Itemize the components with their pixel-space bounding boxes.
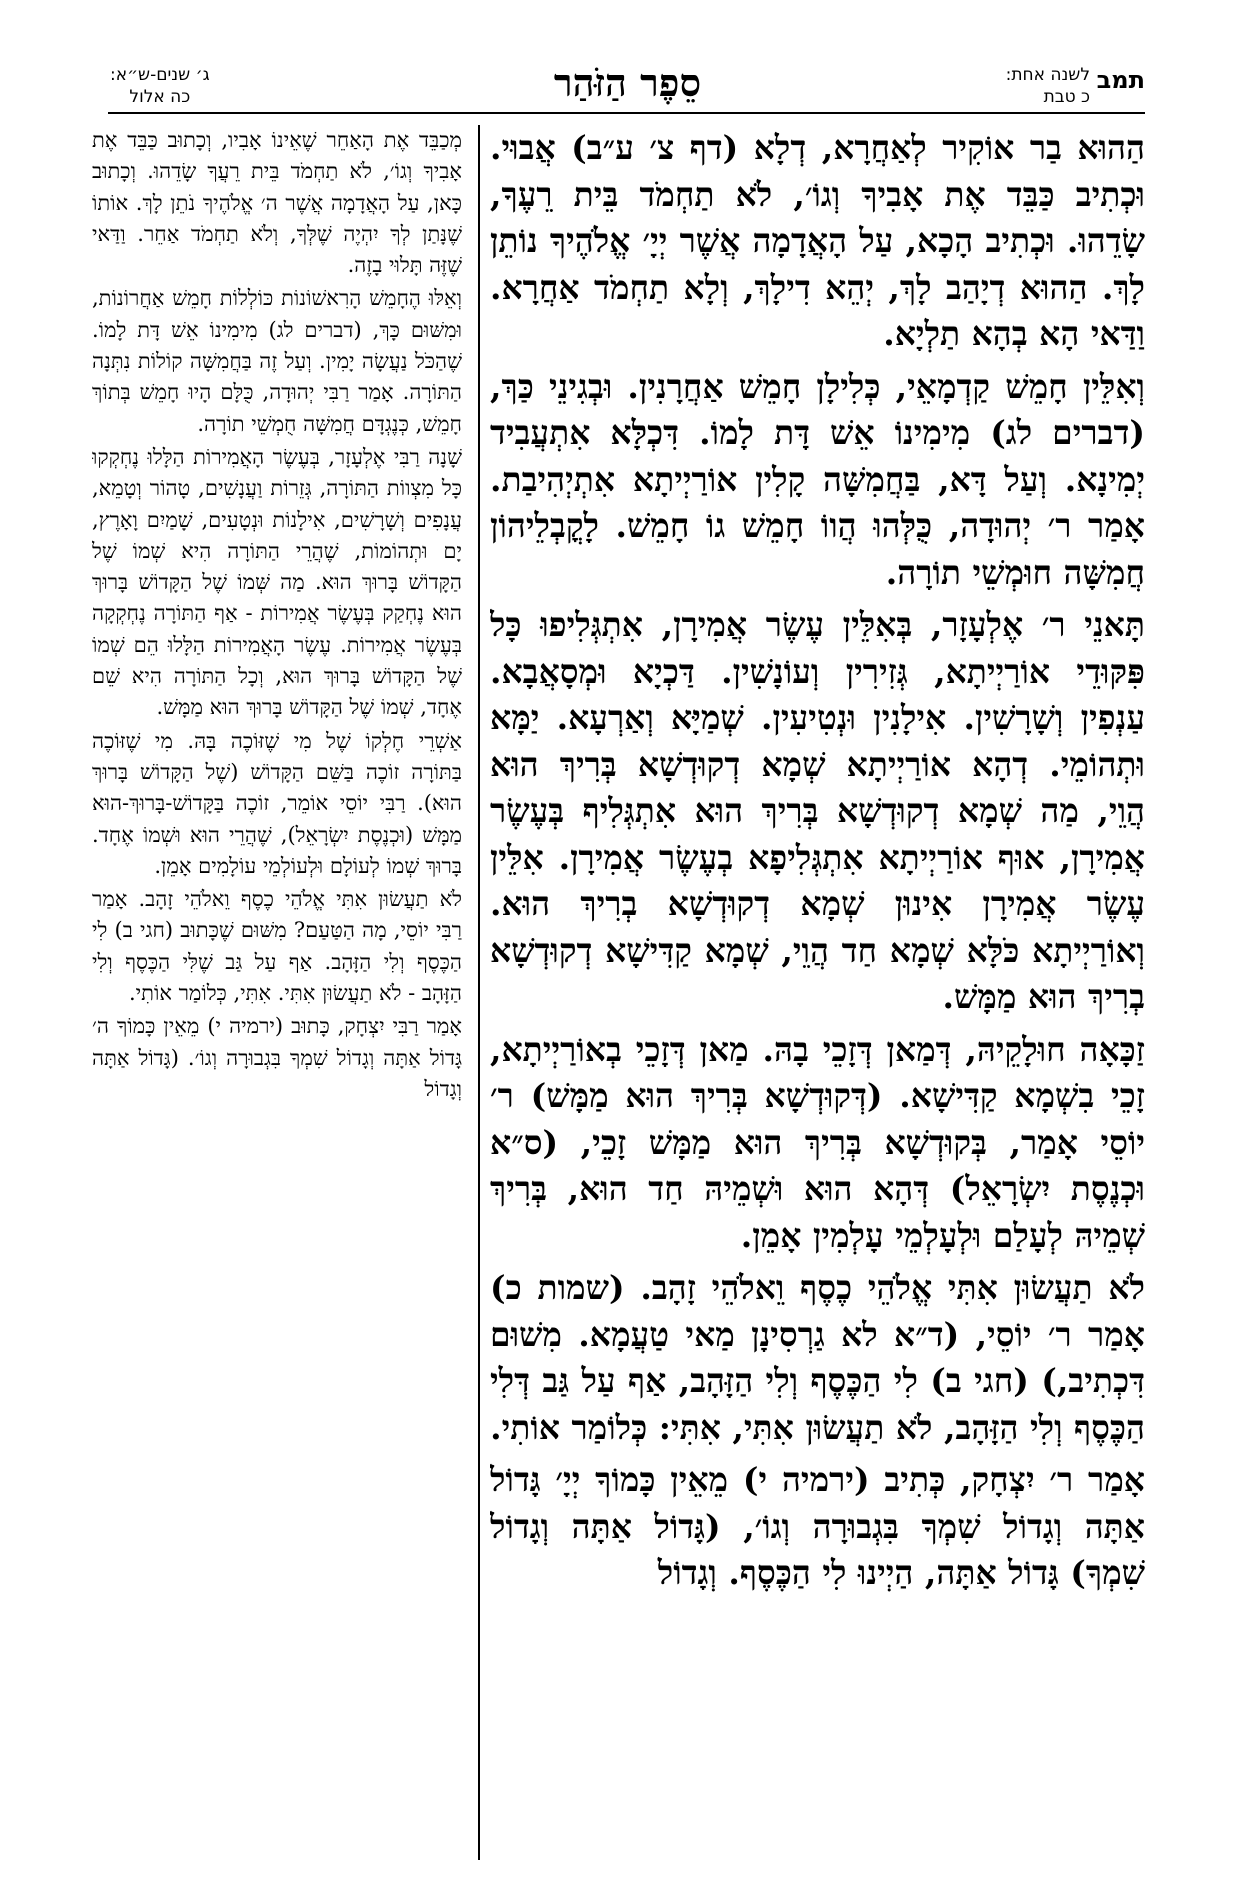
hebrew-translation-column [92, 125, 462, 1860]
paragraph: אָמַר ר׳ יִצְחָק, כְּתִיב (ירמיה י) מֵאֵין כָּמוֹךָ יְיָ׳ גָּדוֹל אַתָּה וְגָדוֹל שִׁמְךָ בִּגְבוּרָה וְגוֹ׳, (גָּדוֹל אַתָּה וְגָדוֹל שִׁמְךָ) גָּדוֹל אַתָּה, הַיְינוּ לִי הַכֶּסֶף. וְגָדוֹל [490, 1460, 1145, 1592]
paragraph: שָׁנָה רַבִּי אֶלְעָזָר, בְּעֶשֶׂר הָאֲמִירוֹת הַלָּלוּ נֶחְקְקוּ כָּל מִצְווֹת הַתּוֹרָה, גְּזֵרוֹת וַעֲנָשִׁים, טָהוֹר וְטָמֵא, עֲנָפִים וְשָׁרָשִׁים, אִילָנוֹת וּנְטָעִים, שָׁמַיִם וָאָרֶץ, יָם וּתְהוֹמוֹת, שֶׁהֲרֵי הַתּוֹרָה הִיא שְׁמוֹ שֶׁל הַקָּדוֹשׁ בָּרוּךְ הוּא. מַה שְּׁמוֹ שֶׁל הַקָּדוֹשׁ בָּרוּךְ הוּא נֶחְקַק בְּעֶשֶׂר אֲמִירוֹת - אַף הַתּוֹרָה נֶחְקְקָה בְּעֶשֶׂר אֲמִירוֹת. עֶשֶׂר הָאֲמִירוֹת הַלָּלוּ הֵם שְׁמוֹ שֶׁל הַקָּדוֹשׁ בָּרוּךְ הוּא, וְכָל הַתּוֹרָה הִיא שֵׁם אֶחָד, שְׁמוֹ שֶׁל הַקָּדוֹשׁ בָּרוּךְ הוּא מַמָּשׁ. [92, 444, 462, 720]
paragraph: וְאֵלּוּ הֶחָמֵשׁ הָרִאשׁוֹנוֹת כּוֹלְלוֹת חָמֵשׁ אַחֲרוֹנוֹת, וּמִשּׁוּם כָּךְ, (דברים לג) מִימִינוֹ אֵשׁ דָּת לָמוֹ. שֶׁהַכֹּל נַעֲשָׂה יָמִין. וְעַל זֶה בַּחֲמִשָּׁה קוֹלוֹת נִתְּנָה הַתּוֹרָה. אָמַר רַבִּי יְהוּדָה, כֻּלָּם הָיוּ חָמֵשׁ בְּתוֹךְ חָמֵשׁ, כְּנֶגְדָּם חֲמִשָּׁה חֻמְשֵׁי תוֹרָה. [92, 286, 462, 436]
schedule-date: כה אלול [129, 87, 191, 107]
header-rule [108, 112, 1145, 114]
book-title: סֵפֶר הַזֹּהַר [553, 60, 702, 105]
paragraph: אָמַר רַבִּי יִצְחָק, כָּתוּב (ירמיה י) מֵאֵין כָּמוֹךָ ה׳ גָּדוֹל אַתָּה וְגָדוֹל שִׁמְךָ בִּגְבוּרָה וְגוֹ׳. (גָּדוֹל אַתָּה וְגָדוֹל [92, 1014, 462, 1101]
paragraph: זַכָּאָה חוּלָקֵיהּ, דְּמַאן דְּזָכֵי בָהּ. מַאן דְּזָכֵי בְאוֹרַיְיתָא, זָכֵי בִשְׁמָא קַדִּישָׁא. (דְּקוּדְשָׁא בְּרִיךְ הוּא מַמָּשׁ) ר׳ יוֹסֵי אָמַר, בְּקוּדְשָׁא בְּרִיךְ הוּא מַמָּשׁ זָכֵי, (ס״א וּכְנֶסֶת יִשְׂרָאֵל) דְּהָא הוּא וּשְׁמֵיהּ חַד הוּא, בְּרִיךְ שְׁמֵיהּ לְעָלַם וּלְעָלְמֵי עָלְמִין אָמֵן. [490, 1029, 1145, 1255]
paragraph: מְכַבֵּד אֶת הָאַחֵר שֶׁאֵינוֹ אָבִיו, וְכָתוּב כַּבֵּד אֶת אָבִיךָ וְגוֹ׳, לֹא תַחְמֹד בֵּית רֵעֲךָ שָׂדֵהוּ. וְכָתוּב כָּאן, עַל הָאֲדָמָה אֲשֶׁר ה׳ אֱלֹהֶיךָ נֹתֵן לָךְ. אוֹתוֹ שֶׁנָּתַן לְךָ יִהְיֶה שֶׁלְּךָ, וְלֹא תַחְמֹד אַחֵר. וַדַּאי שֶׁזֶּה תָּלוּי בָזֶה. [92, 128, 462, 278]
paragraph: תָּאנֵי ר׳ אֶלְעָזָר, בְּאִלֵּין עֶשֶׂר אֲמִירָן, אִתְגְּלִיפוּ כָּל פִּקּוּדֵי אוֹרַיְיתָא, גְּזִירִין וְעוֹנָשִׁין. דַּכְיָא וּמְסָאֲבָא. עַנְפִין וְשָׁרָשִׁין. אִילָנִין וּנְטִיעִין. שְׁמַיָּא וְאַרְעָא. יַמָּא וּתְהוֹמֵי. דְהָא אוֹרַיְיתָא שְׁמָא דְקוּדְשָׁא בְּרִיךְ הוּא הֲוֵי, מַה שְׁמָא דְקוּדְשָׁא בְּרִיךְ הוּא אִתְגְּלִיף בְּעֶשֶׂר אֲמִירָן, אוּף אוֹרַיְיתָא אִתְגְּלִיפָא בְעֶשֶׂר אֲמִירָן. אִלֵּין עֶשֶׂר אֲמִירָן אִינוּן שְׁמָא דְקוּדְשָׁא בְרִיךְ הוּא. וְאוֹרַיְיתָא כֹּלָּא שְׁמָא חַד הֲוֵי, שְׁמָא קַדִּישָׁא דְקוּדְשָׁא בְרִיךְ הוּא מַמָּשׁ. [490, 605, 1145, 1016]
paragraph: לֹא תַעֲשׂוּן אִתִּי אֱלֹהֵי כֶסֶף וֵאלֹהֵי זָהָב. אָמַר רַבִּי יוֹסֵי, מָה הַטַּעַם? מִשּׁוּם שֶׁכָּתוּב (חגי ב) לִי הַכֶּסֶף וְלִי הַזָּהָב. אַף עַל גַּב שֶׁלִּי הַכֶּסֶף וְלִי הַזָּהָב - לֹא תַעֲשׂוּן אִתִּי. אִתִּי, כְּלוֹמַר אוֹתִי. [92, 887, 462, 1006]
page-header [110, 60, 1145, 120]
page-number: תמב [1096, 66, 1145, 94]
aramaic-text-column [490, 125, 1145, 1860]
paragraph: וְאִלֵּין חָמֵשׁ קַדְמָאֵי, כְּלִילָן חָמֵשׁ אַחֲרָנִין. וּבְגִינֵי כַּךְ, (דברים לג) מִימִינוֹ אֵשׁ דָּת לָמוֹ. דִּכְלָּא אִתְעֲבִיד יְמִינָא. וְעַל דָּא, בַּחֲמִשָּׁה קָלִין אוֹרַיְיתָא אִתְיְהִיבַת. אָמַר ר׳ יְהוּדָה, כֻּלְּהוּ הֲווֹ חָמֵשׁ גוֹ חָמֵשׁ. לָקֳבְלֵיהוֹן חֲמִשָּׁה חוּמְשֵׁי תוֹרָה. [490, 366, 1145, 592]
paragraph: לֹא תַעֲשׂוּן אִתִּי אֱלֹהֵי כֶסֶף וֵאלֹהֵי זָהָב. (שמות כ) אָמַר ר׳ יוֹסֵי, (ד״א לא גַרְסִינָן מַאי טַעֲמָא. מִשׁוּם דִּכְתִיב,) (חגי ב) לִי הַכֶּסֶף וְלִי הַזָּהָב, אַף עַל גַּב דְּלִי הַכֶּסֶף וְלִי הַזָּהָב, לֹא תַעֲשׂוּן אִתִּי, אִתִּי: כְּלוֹמַר אוֹתִי. [490, 1268, 1145, 1447]
paragraph: אַשְׁרֵי חֶלְקוֹ שֶׁל מִי שֶׁזּוֹכֶה בָּהּ. מִי שֶׁזּוֹכֶה בַּתּוֹרָה זוֹכֶה בַּשֵּׁם הַקָּדוֹשׁ (שֶׁל הַקָּדוֹשׁ בָּרוּךְ הוּא). רַבִּי יוֹסֵי אוֹמֵר, זוֹכֶה בַּקָּדוֹשׁ-בָּרוּךְ-הוּא מַמָּשׁ (וּכְנֶסֶת יִשְׂרָאֵל), שֶׁהֲרֵי הוּא וּשְׁמוֹ אֶחָד. בָּרוּךְ שְׁמוֹ לְעוֹלָם וּלְעוֹלְמֵי עוֹלָמִים אָמֵן. [92, 728, 462, 878]
reading-schedule-three-years [110, 64, 210, 108]
schedule-label: ג׳ שנים-ש״א: [110, 65, 210, 85]
schedule-label: לשנה אחת: [1005, 65, 1090, 85]
column-divider [478, 125, 480, 1860]
schedule-date: כ טבת [1043, 87, 1090, 107]
paragraph: הַהוּא בַר אוֹקִיר לְאַחֲרָא, דְלָא (דף צ׳ ע״ב) אֲבוּי. וּכְתִיב כַּבֵּד אֶת אָבִיךָ וְגוֹ׳, לֹא תַחְמֹד בֵּית רֵעֶךָ, שָׂדֵהוּ. וּכְתִיב הָכָא, עַל הָאֲדָמָה אֲשֶׁר יְיָ׳ אֱלֹהֶיךָ נוֹתֵן לָךְ. הַהוּא דְיָהַב לָךְ, יְהֵא דִילָךְ, וְלָא תַחְמֹד אַחֲרָא. וַדַּאי הָא בְהָא תַלְיָא. [490, 128, 1145, 353]
